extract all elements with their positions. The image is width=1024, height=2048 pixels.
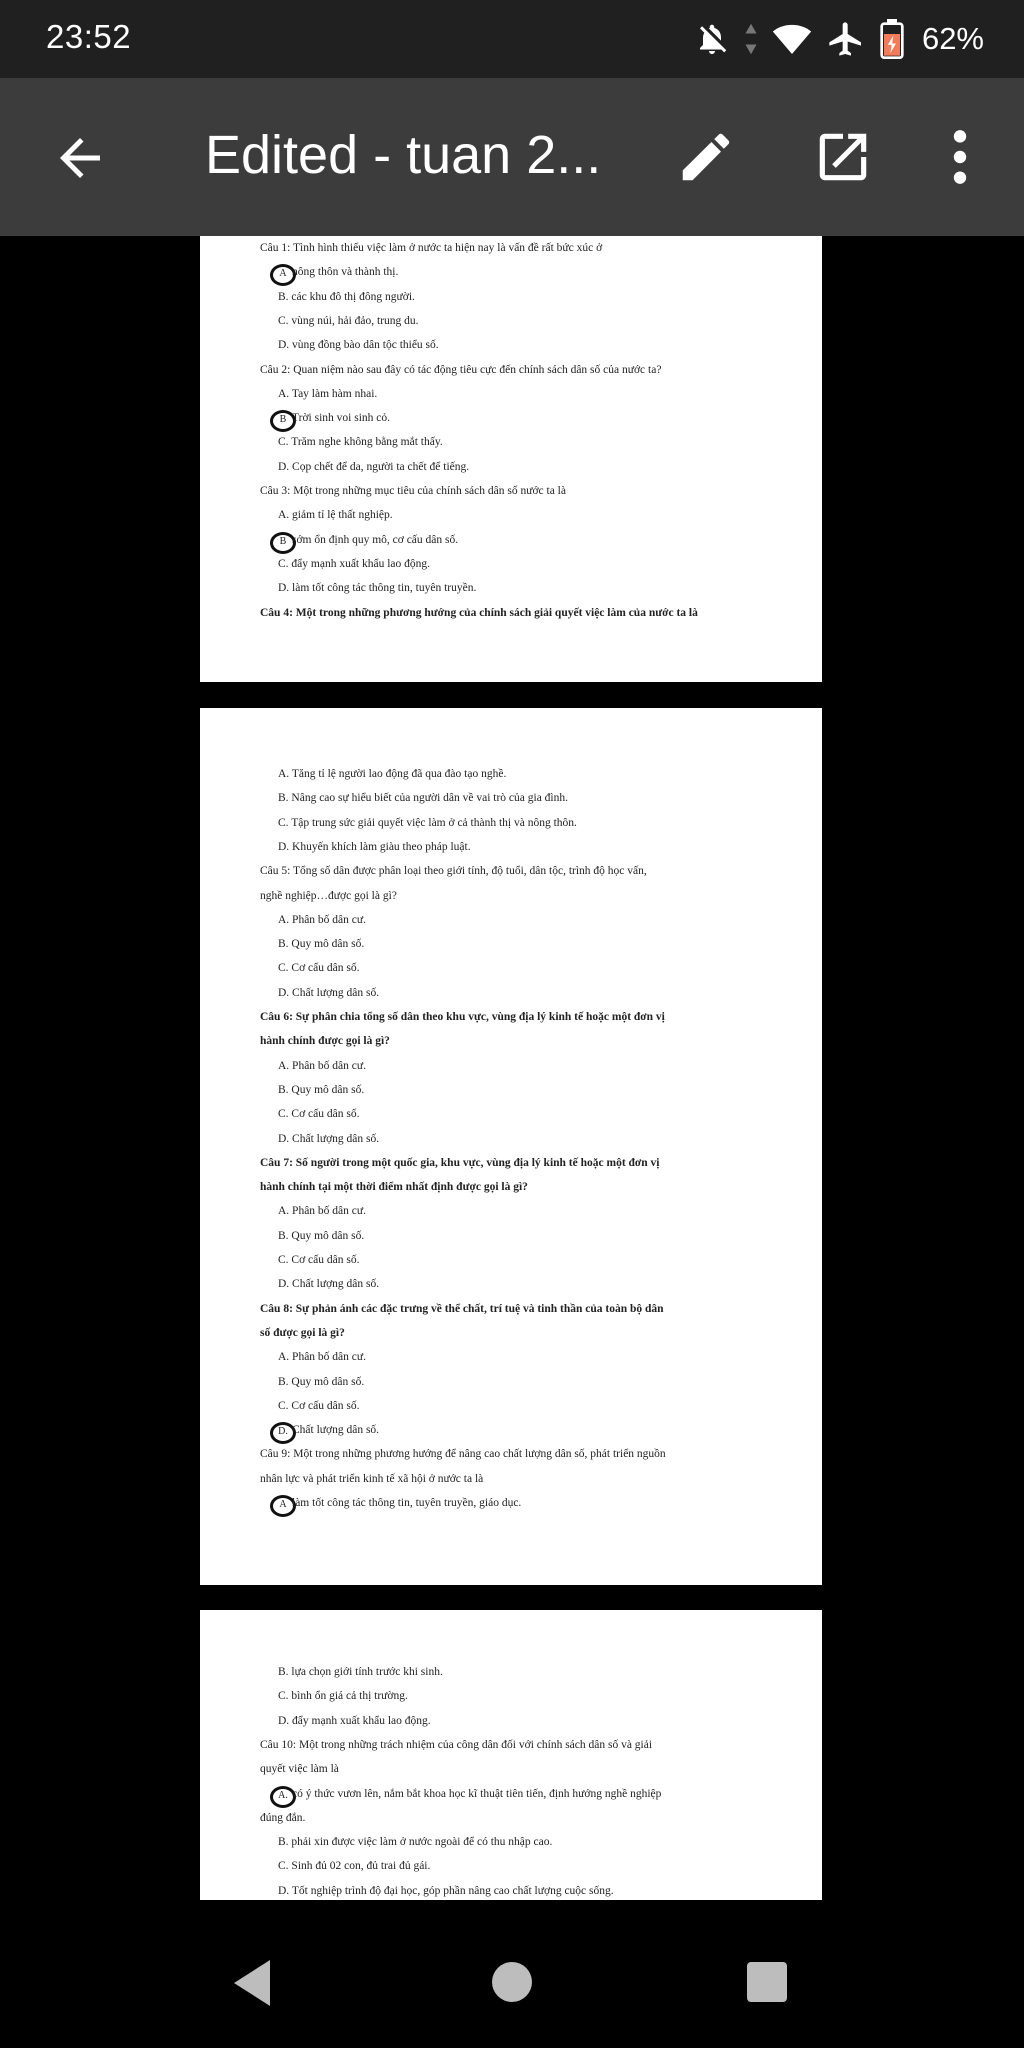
question-text: Câu 2: Quan niệm nào sau đây có tác động tiêu cực đến chính sách dân số của nước ta? bbox=[260, 363, 662, 376]
answer-option: A. giảm tỉ lệ thất nghiệp. bbox=[278, 509, 393, 522]
question-text: hành chính tại một thời điểm nhất định được gọi là gì? bbox=[260, 1181, 528, 1194]
answer-option: C. Cơ cấu dân số. bbox=[278, 962, 360, 975]
answer-option: C. Sinh đủ 02 con, đủ trai đủ gái. bbox=[278, 1860, 431, 1873]
answer-option: C. vùng núi, hải đảo, trung du. bbox=[278, 314, 419, 327]
document-title: Edited - tuan 2... bbox=[205, 125, 602, 185]
answer-mark-label: D. bbox=[278, 1426, 288, 1438]
question-text: số được gọi là gì? bbox=[260, 1326, 345, 1339]
airplane-mode-icon bbox=[826, 19, 866, 59]
question-text: Câu 9: Một trong những phương hướng để nâng cao chất lượng dân số, phát triển nguồn bbox=[260, 1448, 666, 1461]
document-page-1[interactable] bbox=[200, 236, 822, 682]
question-text: quyết việc làm là bbox=[260, 1763, 339, 1776]
answer-option: sớm ổn định quy mô, cơ cấu dân số. bbox=[292, 533, 459, 546]
answer-option: C. Cơ cấu dân số. bbox=[278, 1108, 360, 1121]
answer-option: C. Trăm nghe không bằng mắt thấy. bbox=[278, 436, 443, 449]
answer-option: D. Chất lượng dân số. bbox=[278, 1132, 380, 1145]
answer-option: Trời sinh voi sinh cỏ. bbox=[292, 412, 390, 425]
question-text: Câu 7: Số người trong một quốc gia, khu vực, vùng địa lý kinh tế hoặc một đơn vị bbox=[260, 1156, 660, 1169]
answer-option: A. Phân bố dân cư. bbox=[278, 1205, 366, 1218]
answer-option: D. Chất lượng dân số. bbox=[278, 986, 380, 999]
more-vert-icon[interactable] bbox=[945, 126, 975, 188]
question-text: Câu 4: Một trong những phương hướng của chính sách giải quyết việc làm của nước ta là bbox=[260, 606, 698, 619]
answer-option: làm tốt công tác thông tin, tuyên truyền, giáo dục. bbox=[292, 1497, 522, 1509]
answer-option: D. Chất lượng dân số. bbox=[278, 1278, 380, 1291]
answer-option: B. Quy mô dân số. bbox=[278, 1375, 365, 1388]
status-time: 23:52 bbox=[46, 18, 132, 55]
question-text: hành chính được gọi là gì? bbox=[260, 1035, 390, 1048]
answer-option: B. lựa chọn giới tính trước khi sinh. bbox=[278, 1666, 443, 1678]
nav-back-icon[interactable] bbox=[230, 1958, 274, 2008]
answer-option: D. Tốt nghiệp trình độ đại học, góp phần nâng cao chất lượng cuộc sống. bbox=[278, 1884, 614, 1897]
answer-option: A. Tăng tỉ lệ người lao động đã qua đào tạo nghề. bbox=[278, 768, 507, 780]
answer-option: nông thôn và thành thị. bbox=[292, 266, 399, 279]
answer-option: D. vùng đồng bào dân tộc thiểu số. bbox=[278, 339, 439, 352]
question-text: nhân lực và phát triển kinh tế xã hội ở nước ta là bbox=[260, 1472, 484, 1485]
nav-recents-icon[interactable] bbox=[746, 1961, 788, 2003]
question-text: Câu 5: Tổng số dân được phân loại theo giới tính, độ tuổi, dân tộc, trình độ học vấn, bbox=[260, 865, 647, 878]
answer-option: A. Tay làm hàm nhai. bbox=[278, 387, 378, 400]
answer-option: B. Quy mô dân số. bbox=[278, 1083, 365, 1096]
answer-mark-label: B bbox=[279, 535, 287, 547]
answer-option: C. Tập trung sức giải quyết việc làm ở cả thành thị và nông thôn. bbox=[278, 816, 577, 829]
question-text: Câu 3: Một trong những mục tiêu của chính sách dân số nước ta là bbox=[260, 485, 566, 497]
wifi-icon bbox=[772, 22, 812, 56]
answer-option: D. Cọp chết để da, người ta chết để tiếng. bbox=[278, 460, 470, 473]
answer-option: D. đẩy mạnh xuất khẩu lao động. bbox=[278, 1714, 431, 1727]
battery-percent: 62% bbox=[921, 21, 984, 56]
document-page-2[interactable] bbox=[200, 708, 822, 1585]
answer-option: C. Cơ cấu dân số. bbox=[278, 1399, 360, 1412]
answer-option: D. Khuyến khích làm giàu theo pháp luật. bbox=[278, 840, 471, 853]
answer-option: C. Cơ cấu dân số. bbox=[278, 1254, 360, 1266]
answer-option: C. đẩy mạnh xuất khẩu lao động. bbox=[278, 557, 431, 570]
document-page-3[interactable] bbox=[200, 1610, 822, 1922]
answer-mark-label: A. bbox=[278, 1789, 288, 1801]
back-arrow-icon[interactable] bbox=[50, 128, 110, 188]
battery-icon bbox=[880, 19, 904, 59]
edit-pencil-icon[interactable] bbox=[675, 126, 737, 188]
nav-home-icon[interactable] bbox=[490, 1960, 534, 2004]
app-bar bbox=[0, 78, 1024, 236]
answer-option: D. làm tốt công tác thông tin, tuyên truyền. bbox=[278, 582, 477, 595]
answer-option: B. Quy mô dân số. bbox=[278, 938, 365, 951]
navigation-bar bbox=[0, 1900, 1024, 2048]
data-arrows-icon bbox=[744, 21, 758, 57]
answer-mark-label: A bbox=[279, 268, 287, 280]
answer-option: A. Phân bố dân cư. bbox=[278, 1351, 366, 1364]
open-external-icon[interactable] bbox=[812, 126, 874, 188]
answer-option: có ý thức vươn lên, nắm bắt khoa học kĩ thuật tiên tiến, định hướng nghề nghiệp bbox=[292, 1787, 662, 1800]
question-text: Câu 10: Một trong những trách nhiệm của công dân đối với chính sách dân số và giải bbox=[260, 1738, 653, 1751]
answer-option: B. Quy mô dân số. bbox=[278, 1229, 365, 1242]
answer-option: B. các khu đô thị đông người. bbox=[278, 290, 415, 303]
answer-option: C. bình ổn giá cả thị trường. bbox=[278, 1690, 408, 1703]
answer-mark-label: A bbox=[279, 1499, 287, 1510]
status-bar bbox=[0, 0, 1024, 78]
question-text: Câu 8: Sự phản ánh các đặc trưng về thể chất, trí tuệ và tinh thần của toàn bộ dân bbox=[260, 1302, 664, 1315]
answer-option: A. Phân bố dân cư. bbox=[278, 1059, 366, 1072]
answer-option: A. Phân bố dân cư. bbox=[278, 913, 366, 926]
question-text: Câu 1: Tình hình thiếu việc làm ở nước ta hiện nay là vấn đề rất bức xúc ở bbox=[260, 242, 603, 254]
status-icons bbox=[694, 16, 984, 62]
answer-option: B. Nâng cao sự hiểu biết của người dân về vai trò của gia đình. bbox=[278, 792, 568, 805]
question-text: Câu 6: Sự phân chia tổng số dân theo khu vực, vùng địa lý kinh tế hoặc một đơn vị bbox=[260, 1011, 665, 1023]
answer-option: Chất lượng dân số. bbox=[292, 1424, 380, 1437]
notifications-off-icon bbox=[694, 19, 730, 59]
answer-option: B. phải xin được việc làm ở nước ngoài để có thu nhập cao. bbox=[278, 1836, 553, 1849]
question-text: đúng đắn. bbox=[260, 1811, 306, 1824]
answer-mark-label: B bbox=[279, 414, 287, 426]
question-text: nghề nghiệp…được gọi là gì? bbox=[260, 889, 397, 902]
